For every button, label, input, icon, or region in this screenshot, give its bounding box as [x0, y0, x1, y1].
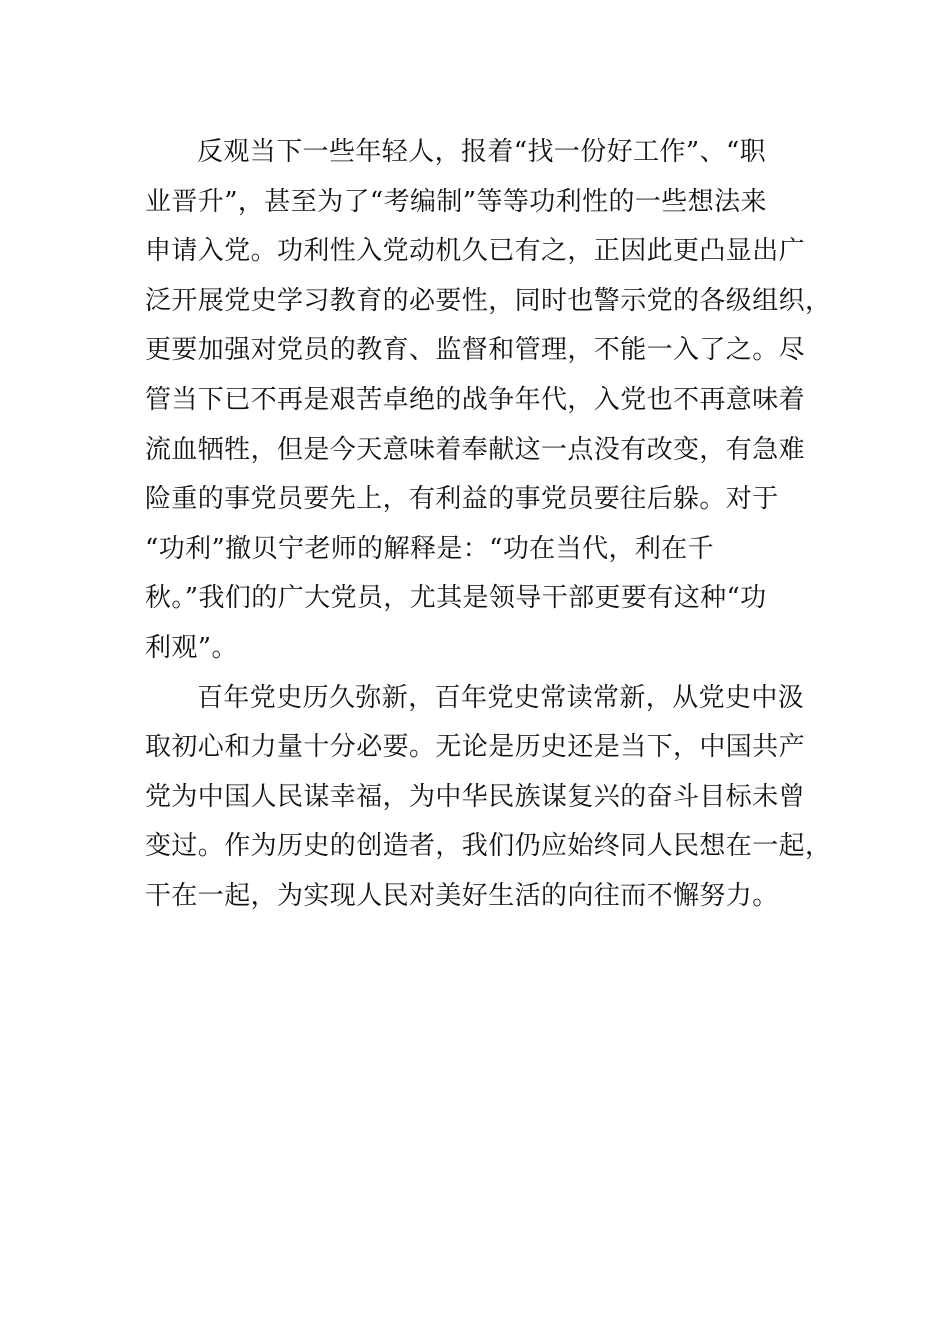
text-line: 泛开展党史学习教育的必要性，同时也警示党的各级组织，: [145, 285, 832, 316]
text-line: 秋。”我们的广大党员，尤其是领导干部更要有这种“功: [145, 583, 767, 614]
paragraph-2: [145, 674, 832, 922]
text-line: 百年党史历久弥新，百年党史常读常新，从党史中汲: [197, 682, 805, 713]
text-line: 更要加强对党员的教育、监督和管理，不能一入了之。尽: [145, 335, 806, 366]
text-line: 干在一起，为实现人民对美好生活的向往而不懈努力。: [145, 880, 779, 911]
text-line: 反观当下一些年轻人，报着“找一份好工作”、“职: [197, 137, 767, 167]
text-line: 取初心和力量十分必要。无论是历史还是当下，中国共产: [145, 732, 806, 763]
text-line: 党为中国人民谋幸福，为中华民族谋复兴的奋斗目标未曾: [145, 781, 806, 812]
text-line: 流血牺牲，但是今天意味着奉献这一点没有改变，有急难: [145, 434, 806, 465]
text-line: “功利”撤贝宁老师的解释是：“功在当代，利在千: [145, 533, 715, 564]
text-line: 变过。作为历史的创造者，我们仍应始终同人民想在一起，: [145, 831, 832, 862]
text-line: 申请入党。功利性入党动机久已有之，正因此更凸显出广: [145, 236, 806, 267]
body-text: [145, 128, 832, 922]
text-line: 管当下已不再是艰苦卓绝的战争年代，入党也不再意味着: [145, 384, 806, 415]
text-line: 业晋升”，甚至为了“考编制”等等功利性的一些想法来: [145, 186, 767, 217]
text-line: 利观”。: [145, 632, 238, 663]
paragraph-1: [145, 128, 832, 674]
text-line: 险重的事党员要先上，有利益的事党员要往后躲。对于: [145, 484, 779, 515]
